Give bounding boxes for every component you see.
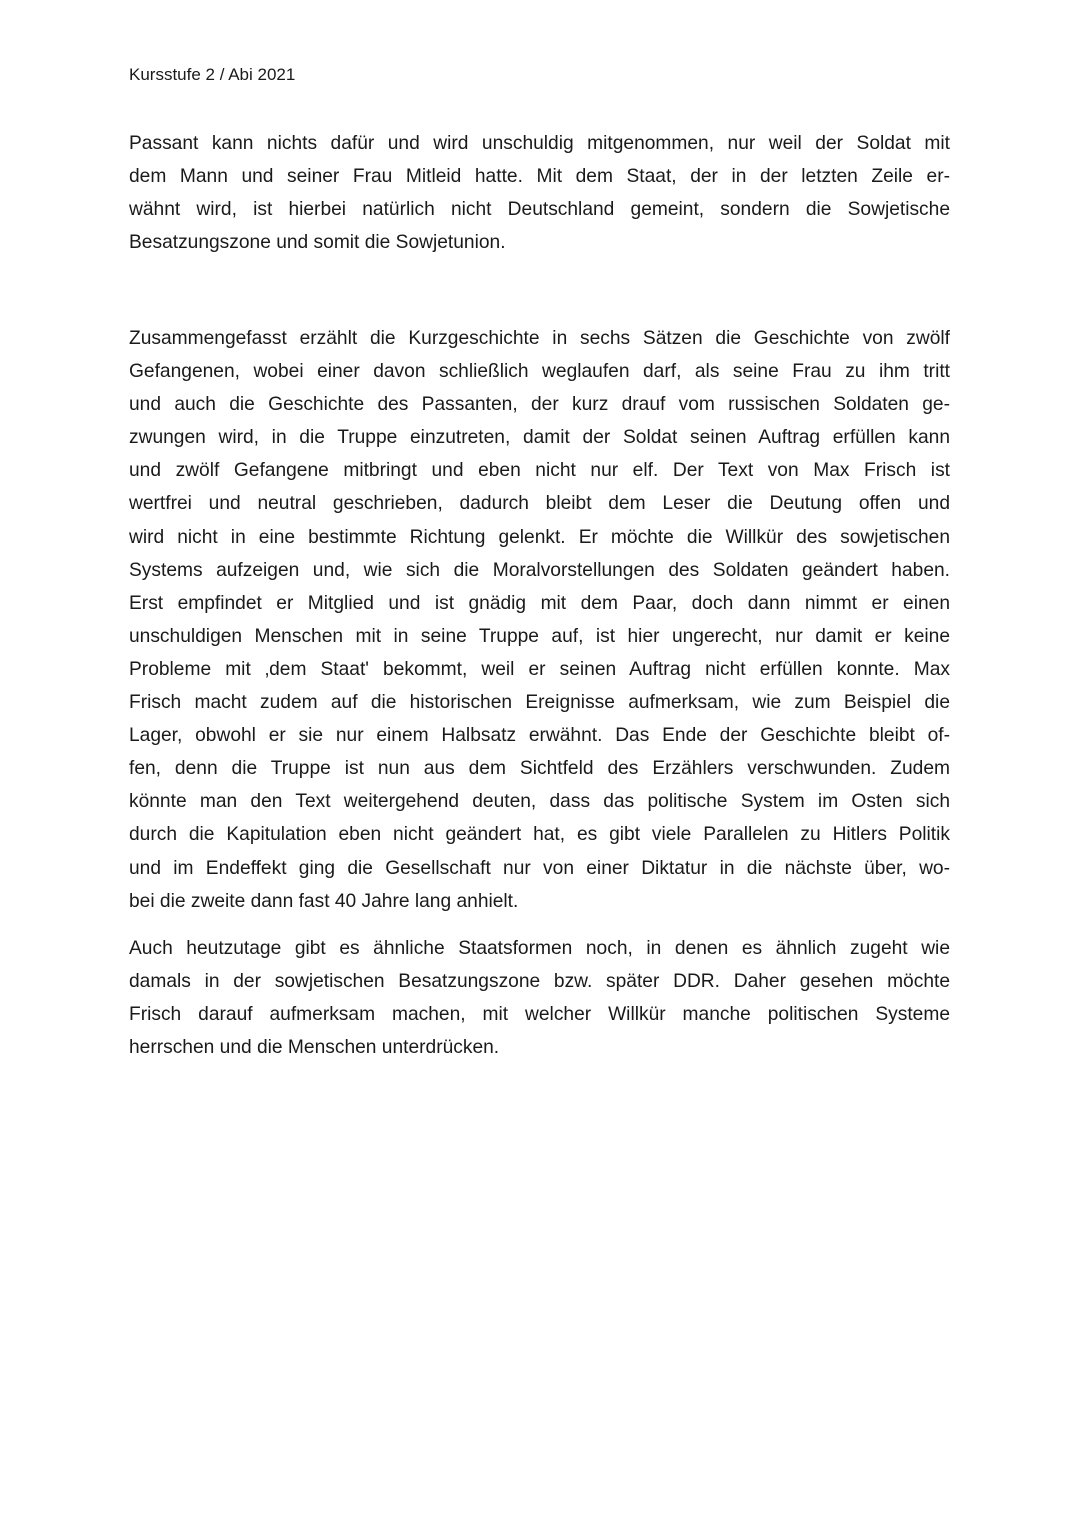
text-line: damals in der sowjetischen Besatzungszone bzw. später DDR. Daher gesehen möchte: [129, 971, 950, 993]
text-line: durch die Kapitulation eben nicht geändert hat, es gibt viele Parallelen zu Hitlers Politik: [129, 824, 950, 846]
paragraph-2: [129, 322, 950, 918]
text-line: Passant kann nichts dafür und wird unschuldig mitgenommen, nur weil der Soldat mit: [129, 133, 950, 154]
text-line: Erst empfindet er Mitglied und ist gnädig mit dem Paar, doch dann nimmt er einen: [129, 592, 950, 614]
text-line: Gefangenen, wobei einer davon schließlich weglaufen darf, als seine Frau zu ihm tritt: [129, 361, 950, 383]
text-line: Systems aufzeigen und, wie sich die Moralvorstellungen des Soldaten geändert haben.: [129, 559, 950, 581]
text-line: Auch heutzutage gibt es ähnliche Staatsformen noch, in denen es ähnlich zugeht wie: [129, 938, 950, 959]
text-line: unschuldigen Menschen mit in seine Truppe auf, ist hier ungerecht, nur damit er keine: [129, 625, 950, 647]
paragraph-1: [129, 127, 950, 259]
text-line: Besatzungszone und somit die Sowjetunion.: [129, 232, 506, 254]
text-line: wird nicht in eine bestimmte Richtung gelenkt. Er möchte die Willkür des sowjetischen: [129, 526, 950, 548]
text-line: Frisch macht zudem auf die historischen Ereignisse aufmerksam, wie zum Beispiel die: [129, 692, 950, 714]
text-line: Probleme mit ‚dem Staat' bekommt, weil er seinen Auftrag nicht erfüllen konnte. Max: [129, 658, 950, 680]
text-line: wähnt wird, ist hierbei natürlich nicht Deutschland gemeint, sondern die Sowjetische: [129, 199, 950, 221]
text-line: und auch die Geschichte des Passanten, der kurz drauf vom russischen Soldaten ge-: [129, 394, 950, 416]
text-line: dem Mann und seiner Frau Mitleid hatte. Mit dem Staat, der in der letzten Zeile er-: [129, 166, 950, 188]
paragraph-3: [129, 932, 950, 1064]
text-line: Lager, obwohl er sie nur einem Halbsatz erwähnt. Das Ende der Geschichte bleibt of-: [129, 725, 950, 747]
text-line: Zusammengefasst erzählt die Kurzgeschichte in sechs Sätzen die Geschichte von zwölf: [129, 328, 950, 349]
text-line: herrschen und die Menschen unterdrücken.: [129, 1037, 500, 1059]
text-line: bei die zweite dann fast 40 Jahre lang anhielt.: [129, 890, 519, 912]
text-line: könnte man den Text weitergehend deuten, dass das politische System im Osten sich: [129, 791, 950, 813]
text-line: und zwölf Gefangene mitbringt und eben nicht nur elf. Der Text von Max Frisch ist: [129, 460, 950, 482]
text-line: und im Endeffekt ging die Gesellschaft nur von einer Diktatur in die nächste über, wo-: [129, 857, 950, 879]
text-line: wertfrei und neutral geschrieben, dadurch bleibt dem Leser die Deutung offen und: [129, 493, 950, 515]
text-line: zwungen wird, in die Truppe einzutreten, damit der Soldat seinen Auftrag erfüllen kann: [129, 427, 950, 449]
text-line: fen, denn die Truppe ist nun aus dem Sichtfeld des Erzählers verschwunden. Zudem: [129, 758, 950, 780]
page-header: Kursstufe 2 / Abi 2021: [129, 65, 296, 84]
text-line: Frisch darauf aufmerksam machen, mit welcher Willkür manche politischen Systeme: [129, 1004, 950, 1026]
